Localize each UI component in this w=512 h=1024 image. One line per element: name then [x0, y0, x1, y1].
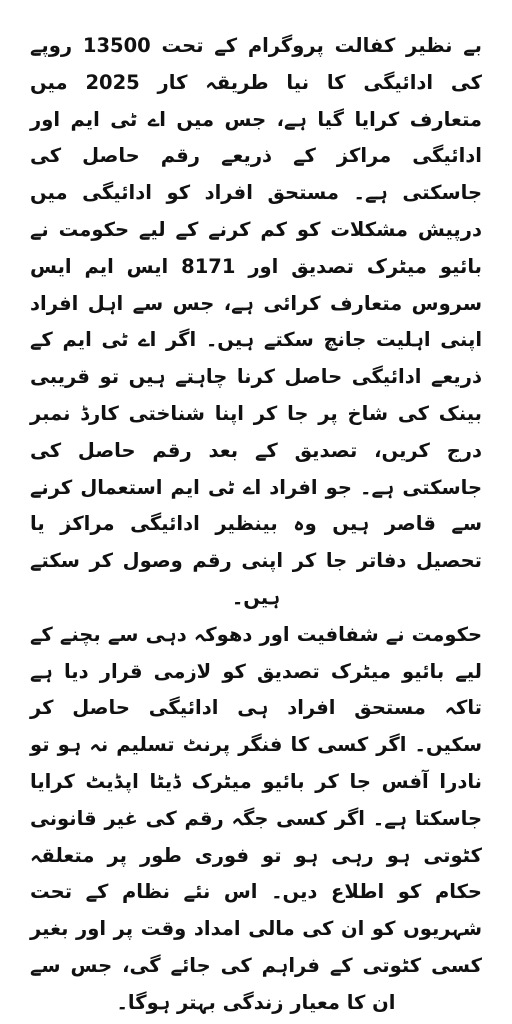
article-paragraph-1: بے نظیر کفالت پروگرام کے تحت 13500 روپے کی ادائیگی کا نیا طریقہ کار 2025 میں متعارف کرایا گیا ہے، جس میں اے ٹی ایم اور ادائیگی مراکز کے ذریعے رقم حاصل کی جاسکتی ہے۔ مستحق افراد کو ادائیگی میں درپیش مشکلات کو کم کرنے کے لیے حکومت نے بائیو میٹرک تصدیق اور 8171 ایس ایم ایس سروس متعارف کرائی ہے، جس سے اہل افراد اپنی اہلیت جانچ سکتے ہیں۔ اگر اے ٹی ایم کے ذریعے ادائیگی حاصل کرنا چاہتے ہیں تو قریبی بینک کی شاخ پر جا کر اپنا شناختی کارڈ نمبر درج کریں، تصدیق کے بعد رقم حاصل کی جاسکتی ہے۔ جو افراد اے ٹی ایم استعمال کرنے سے قاصر ہیں وہ بینظیر ادائیگی مراکز یا تحصیل دفاتر جا کر اپنی رقم وصول کر سکتے ہیں۔: [30, 34, 483, 609]
article-body: [30, 28, 482, 1022]
article-paragraph-2: حکومت نے شفافیت اور دھوکہ دہی سے بچنے کے لیے بائیو میٹرک تصدیق کو لازمی قرار دیا ہے تاکہ مستحق افراد ہی ادائیگی حاصل کر سکیں۔ اگر کسی کا فنگر پرنٹ تسلیم نہ ہو تو نادرا آفس جا کر بائیو میٹرک ڈیٹا اپڈیٹ کرایا جاسکتا ہے۔ اگر کسی جگہ رقم کی غیر قانونی کٹوتی ہو رہی ہو تو فوری طور پر متعلقہ حکام کو اطلاع دیں۔ اس نئے نظام کے تحت شہریوں کو ان کی مالی امداد وقت پر اور بغیر کسی کٹوتی کے فراہم کی جائے گی، جس سے ان کا معیار زندگی بہتر ہوگا۔: [30, 622, 482, 1014]
